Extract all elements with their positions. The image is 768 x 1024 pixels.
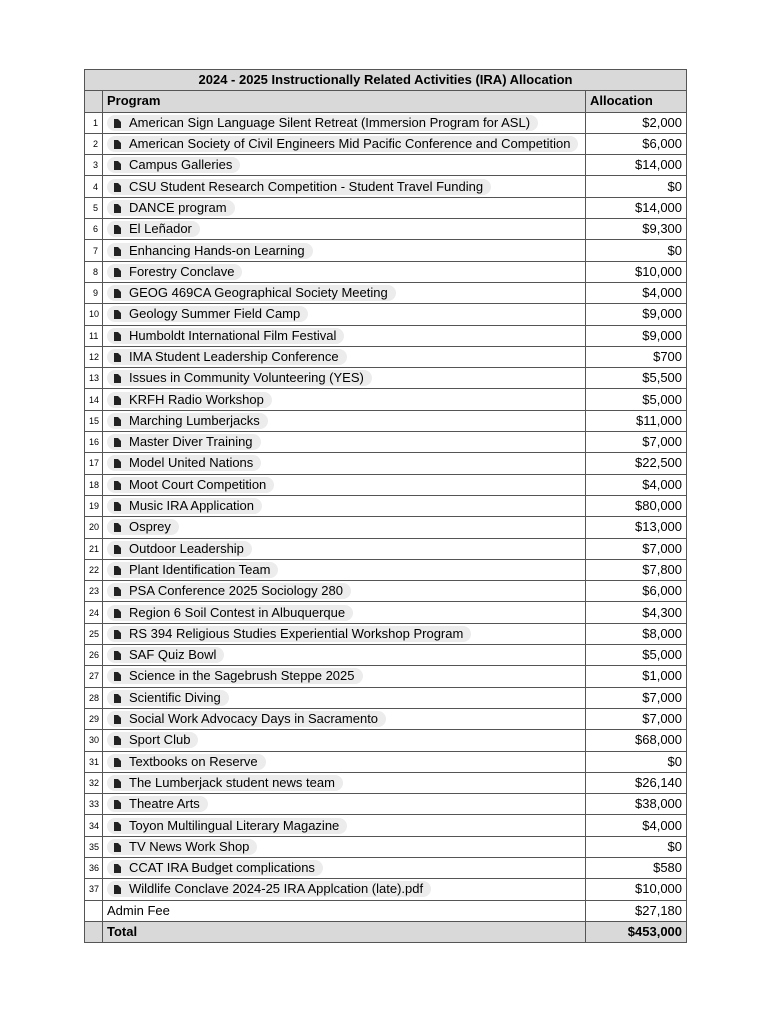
- file-icon: [114, 864, 121, 873]
- row-number: 34: [85, 815, 103, 836]
- row-number: 19: [85, 495, 103, 516]
- program-cell: [103, 155, 586, 176]
- row-number: 3: [85, 155, 103, 176]
- allocation-cell: $4,000: [586, 815, 687, 836]
- file-chip[interactable]: [107, 200, 235, 216]
- program-cell: [103, 389, 586, 410]
- total-row: [85, 921, 687, 942]
- row-number: 20: [85, 517, 103, 538]
- file-icon: [114, 885, 121, 894]
- row-number: 16: [85, 432, 103, 453]
- allocation-cell: $26,140: [586, 772, 687, 793]
- allocation-cell: $6,000: [586, 581, 687, 602]
- allocation-cell: $1,000: [586, 666, 687, 687]
- allocation-cell: $22,500: [586, 453, 687, 474]
- header-row: [85, 91, 687, 112]
- table-row: [85, 474, 687, 495]
- table-row: [85, 517, 687, 538]
- program-name: Marching Lumberjacks: [129, 412, 260, 428]
- table-row: [85, 730, 687, 751]
- file-chip[interactable]: [107, 370, 372, 386]
- program-cell: [103, 708, 586, 729]
- file-icon: [114, 630, 121, 639]
- file-chip[interactable]: [107, 775, 343, 791]
- table-row: [85, 857, 687, 878]
- file-icon: [114, 396, 121, 405]
- program-name: Humboldt International Film Festival: [129, 327, 337, 343]
- table-row: [85, 687, 687, 708]
- file-icon: [114, 459, 121, 468]
- file-icon: [114, 651, 121, 660]
- program-name: American Society of Civil Engineers Mid Pacific Conference and Competition: [129, 136, 571, 152]
- table-row: [85, 495, 687, 516]
- file-chip[interactable]: [107, 498, 262, 514]
- program-name: Toyon Multilingual Literary Magazine: [129, 817, 340, 833]
- program-cell: [103, 219, 586, 240]
- file-chip[interactable]: [107, 881, 431, 897]
- file-icon: [114, 481, 121, 490]
- table-row: [85, 410, 687, 431]
- allocation-cell: $700: [586, 346, 687, 367]
- file-chip[interactable]: [107, 690, 229, 706]
- table-row: [85, 325, 687, 346]
- file-icon: [114, 119, 121, 128]
- program-name: Social Work Advocacy Days in Sacramento: [129, 711, 379, 727]
- table-row: [85, 666, 687, 687]
- program-cell: [103, 581, 586, 602]
- program-cell: [103, 602, 586, 623]
- header-program: Program: [103, 91, 586, 112]
- program-name: Plant Identification Team: [129, 561, 271, 577]
- program-cell: [103, 517, 586, 538]
- program-cell: [103, 304, 586, 325]
- program-cell: [103, 730, 586, 751]
- table-row: [85, 389, 687, 410]
- program-name: Master Diver Training: [129, 434, 253, 450]
- allocation-cell: $7,000: [586, 432, 687, 453]
- row-number: 5: [85, 197, 103, 218]
- file-chip[interactable]: [107, 860, 323, 876]
- file-chip[interactable]: [107, 306, 308, 322]
- program-name: Enhancing Hands-on Learning: [129, 242, 305, 258]
- file-chip[interactable]: [107, 626, 471, 642]
- file-chip[interactable]: [107, 583, 351, 599]
- row-number: 27: [85, 666, 103, 687]
- total-amount: $453,000: [586, 921, 687, 942]
- row-number: 32: [85, 772, 103, 793]
- program-name: Sport Club: [129, 732, 191, 748]
- allocation-cell: $9,300: [586, 219, 687, 240]
- table-row: [85, 538, 687, 559]
- file-icon: [114, 438, 121, 447]
- program-cell: [103, 474, 586, 495]
- allocation-cell: $7,000: [586, 687, 687, 708]
- file-chip[interactable]: [107, 264, 242, 280]
- table-row: [85, 368, 687, 389]
- file-icon: [114, 268, 121, 277]
- program-cell: [103, 645, 586, 666]
- program-name: The Lumberjack student news team: [129, 774, 335, 790]
- program-name: American Sign Language Silent Retreat (Immersion Program for ASL): [129, 114, 531, 130]
- file-icon: [114, 353, 121, 362]
- file-chip[interactable]: [107, 392, 272, 408]
- allocation-cell: $2,000: [586, 112, 687, 133]
- program-name: IMA Student Leadership Conference: [129, 349, 339, 364]
- file-chip[interactable]: [107, 434, 261, 450]
- file-chip[interactable]: [107, 668, 363, 684]
- file-icon: [114, 800, 121, 809]
- table-row: [85, 794, 687, 815]
- row-number: 9: [85, 282, 103, 303]
- allocation-cell: $10,000: [586, 879, 687, 900]
- file-chip[interactable]: [107, 285, 396, 301]
- allocation-cell: $7,000: [586, 708, 687, 729]
- file-chip[interactable]: [107, 455, 261, 471]
- file-chip[interactable]: [107, 605, 353, 621]
- row-number: 37: [85, 879, 103, 900]
- allocation-cell: $5,000: [586, 645, 687, 666]
- program-name: Osprey: [129, 519, 171, 535]
- row-number: 25: [85, 623, 103, 644]
- program-name: Textbooks on Reserve: [129, 753, 258, 769]
- row-number: 8: [85, 261, 103, 282]
- program-name: Campus Galleries: [129, 157, 233, 173]
- program-cell: [103, 346, 586, 367]
- program-cell: [103, 815, 586, 836]
- row-number: 33: [85, 794, 103, 815]
- program-name: Region 6 Soil Contest in Albuquerque: [129, 604, 346, 620]
- program-cell: [103, 836, 586, 857]
- program-name: El Leñador: [129, 221, 192, 237]
- file-chip[interactable]: [107, 519, 179, 535]
- admin-fee-num-cell: [85, 900, 103, 921]
- file-icon: [114, 609, 121, 618]
- file-chip[interactable]: [107, 349, 347, 365]
- row-number: 35: [85, 836, 103, 857]
- program-name: Scientific Diving: [129, 689, 221, 705]
- row-number: 15: [85, 410, 103, 431]
- total-num-cell: [85, 921, 103, 942]
- program-name: Moot Court Competition: [129, 476, 267, 492]
- table-row: [85, 197, 687, 218]
- table-row: [85, 623, 687, 644]
- table-row: [85, 645, 687, 666]
- file-icon: [114, 417, 121, 426]
- file-chip[interactable]: [107, 562, 278, 578]
- allocation-cell: $13,000: [586, 517, 687, 538]
- file-icon: [114, 183, 121, 192]
- row-number: 7: [85, 240, 103, 261]
- file-icon: [114, 374, 121, 383]
- file-chip[interactable]: [107, 115, 538, 131]
- program-name: Model United Nations: [129, 455, 254, 471]
- file-icon: [114, 289, 121, 298]
- row-number: 31: [85, 751, 103, 772]
- file-icon: [114, 225, 121, 234]
- program-cell: [103, 197, 586, 218]
- program-cell: [103, 432, 586, 453]
- row-number: 28: [85, 687, 103, 708]
- admin-fee-row: [85, 900, 687, 921]
- row-number: 36: [85, 857, 103, 878]
- allocation-cell: $0: [586, 176, 687, 197]
- file-chip[interactable]: [107, 328, 344, 344]
- table-row: [85, 112, 687, 133]
- allocation-cell: $0: [586, 240, 687, 261]
- program-name: Science in the Sagebrush Steppe 2025: [129, 668, 355, 684]
- program-name: Forestry Conclave: [129, 263, 235, 279]
- file-icon: [114, 523, 121, 532]
- file-icon: [114, 736, 121, 745]
- row-number: 4: [85, 176, 103, 197]
- row-number: 30: [85, 730, 103, 751]
- program-name: Outdoor Leadership: [129, 540, 244, 556]
- row-number: 29: [85, 708, 103, 729]
- allocation-cell: $0: [586, 836, 687, 857]
- program-name: CSU Student Research Competition - Student Travel Funding: [129, 178, 484, 194]
- file-icon: [114, 310, 121, 319]
- allocation-cell: $4,000: [586, 282, 687, 303]
- table-row: [85, 581, 687, 602]
- row-number: 13: [85, 368, 103, 389]
- file-chip[interactable]: [107, 413, 268, 429]
- allocation-cell: $6,000: [586, 133, 687, 154]
- row-number: 12: [85, 346, 103, 367]
- admin-fee-amount: $27,180: [586, 900, 687, 921]
- allocation-cell: $38,000: [586, 794, 687, 815]
- row-number: 10: [85, 304, 103, 325]
- program-cell: [103, 857, 586, 878]
- table-row: [85, 432, 687, 453]
- program-cell: [103, 623, 586, 644]
- row-number: 18: [85, 474, 103, 495]
- file-chip[interactable]: [107, 647, 224, 663]
- file-chip[interactable]: [107, 732, 198, 748]
- allocation-cell: $14,000: [586, 155, 687, 176]
- file-chip[interactable]: [107, 136, 578, 152]
- program-name: Geology Summer Field Camp: [129, 306, 301, 322]
- program-name: Theatre Arts: [129, 796, 200, 812]
- allocation-cell: $5,500: [586, 368, 687, 389]
- file-chip[interactable]: [107, 711, 386, 727]
- total-label: Total: [103, 921, 586, 942]
- row-number: 23: [85, 581, 103, 602]
- program-cell: [103, 453, 586, 474]
- program-cell: [103, 794, 586, 815]
- program-name: PSA Conference 2025 Sociology 280: [129, 583, 343, 599]
- row-number: 17: [85, 453, 103, 474]
- file-icon: [114, 332, 121, 341]
- file-icon: [114, 758, 121, 767]
- program-cell: [103, 240, 586, 261]
- program-cell: [103, 133, 586, 154]
- file-icon: [114, 161, 121, 170]
- allocation-cell: $7,800: [586, 559, 687, 580]
- program-name: DANCE program: [129, 199, 227, 215]
- table-row: [85, 261, 687, 282]
- row-number: 22: [85, 559, 103, 580]
- file-chip[interactable]: [107, 221, 200, 237]
- file-icon: [114, 140, 121, 149]
- file-icon: [114, 779, 121, 788]
- table-title: 2024 - 2025 Instructionally Related Activities (IRA) Allocation: [85, 70, 687, 91]
- header-num-cell: [85, 91, 103, 112]
- program-cell: [103, 666, 586, 687]
- program-cell: [103, 325, 586, 346]
- allocation-cell: $4,300: [586, 602, 687, 623]
- table-row: [85, 836, 687, 857]
- allocation-cell: $9,000: [586, 304, 687, 325]
- row-number: 2: [85, 133, 103, 154]
- allocation-cell: $11,000: [586, 410, 687, 431]
- program-cell: [103, 410, 586, 431]
- program-name: Issues in Community Volunteering (YES): [129, 370, 364, 386]
- file-chip[interactable]: [107, 179, 491, 195]
- allocation-cell: $8,000: [586, 623, 687, 644]
- allocation-cell: $9,000: [586, 325, 687, 346]
- table-row: [85, 240, 687, 261]
- program-cell: [103, 112, 586, 133]
- file-icon: [114, 694, 121, 703]
- program-cell: [103, 559, 586, 580]
- file-chip[interactable]: [107, 243, 313, 259]
- allocation-cell: $80,000: [586, 495, 687, 516]
- file-chip[interactable]: [107, 818, 347, 834]
- file-chip[interactable]: [107, 839, 257, 855]
- program-name: SAF Quiz Bowl: [129, 647, 217, 663]
- program-name: Music IRA Application: [129, 498, 255, 514]
- table-row: [85, 346, 687, 367]
- header-allocation: Allocation: [586, 91, 687, 112]
- program-cell: [103, 495, 586, 516]
- program-cell: [103, 687, 586, 708]
- program-cell: [103, 772, 586, 793]
- allocation-cell: $5,000: [586, 389, 687, 410]
- row-number: 21: [85, 538, 103, 559]
- row-number: 14: [85, 389, 103, 410]
- table-row: [85, 602, 687, 623]
- table-row: [85, 155, 687, 176]
- row-number: 6: [85, 219, 103, 240]
- file-icon: [114, 566, 121, 575]
- program-cell: [103, 879, 586, 900]
- table-row: [85, 304, 687, 325]
- program-name: RS 394 Religious Studies Experiential Workshop Program: [129, 625, 464, 641]
- file-icon: [114, 715, 121, 724]
- file-icon: [114, 247, 121, 256]
- table-row: [85, 772, 687, 793]
- program-name: CCAT IRA Budget complications: [129, 860, 315, 876]
- file-icon: [114, 843, 121, 852]
- file-chip[interactable]: [107, 541, 252, 557]
- program-cell: [103, 751, 586, 772]
- program-name: Wildlife Conclave 2024-25 IRA Applcation (late).pdf: [129, 881, 424, 897]
- admin-fee-label: Admin Fee: [103, 900, 586, 921]
- program-cell: [103, 282, 586, 303]
- allocation-cell: $68,000: [586, 730, 687, 751]
- table-row: [85, 751, 687, 772]
- program-name: TV News Work Shop: [129, 838, 250, 854]
- program-cell: [103, 261, 586, 282]
- file-icon: [114, 672, 121, 681]
- table-row: [85, 879, 687, 900]
- file-chip[interactable]: [107, 754, 266, 770]
- program-name: KRFH Radio Workshop: [129, 391, 264, 407]
- allocation-cell: $7,000: [586, 538, 687, 559]
- row-number: 24: [85, 602, 103, 623]
- row-number: 1: [85, 112, 103, 133]
- row-number: 11: [85, 325, 103, 346]
- table-row: [85, 815, 687, 836]
- program-cell: [103, 368, 586, 389]
- allocation-cell: $10,000: [586, 261, 687, 282]
- table-row: [85, 176, 687, 197]
- row-number: 26: [85, 645, 103, 666]
- table-row: [85, 219, 687, 240]
- allocation-cell: $580: [586, 857, 687, 878]
- program-cell: [103, 176, 586, 197]
- table-row: [85, 559, 687, 580]
- program-name: GEOG 469CA Geographical Society Meeting: [129, 285, 388, 301]
- table-row: [85, 708, 687, 729]
- file-icon: [114, 204, 121, 213]
- file-chip[interactable]: [107, 157, 240, 173]
- allocation-cell: $0: [586, 751, 687, 772]
- table-row: [85, 282, 687, 303]
- ira-allocation-table: [84, 69, 687, 943]
- program-cell: [103, 538, 586, 559]
- file-icon: [114, 587, 121, 596]
- file-chip[interactable]: [107, 796, 208, 812]
- file-chip[interactable]: [107, 477, 274, 493]
- file-icon: [114, 822, 121, 831]
- table-row: [85, 133, 687, 154]
- file-icon: [114, 502, 121, 511]
- file-icon: [114, 545, 121, 554]
- allocation-cell: $14,000: [586, 197, 687, 218]
- allocation-cell: $4,000: [586, 474, 687, 495]
- table-row: [85, 453, 687, 474]
